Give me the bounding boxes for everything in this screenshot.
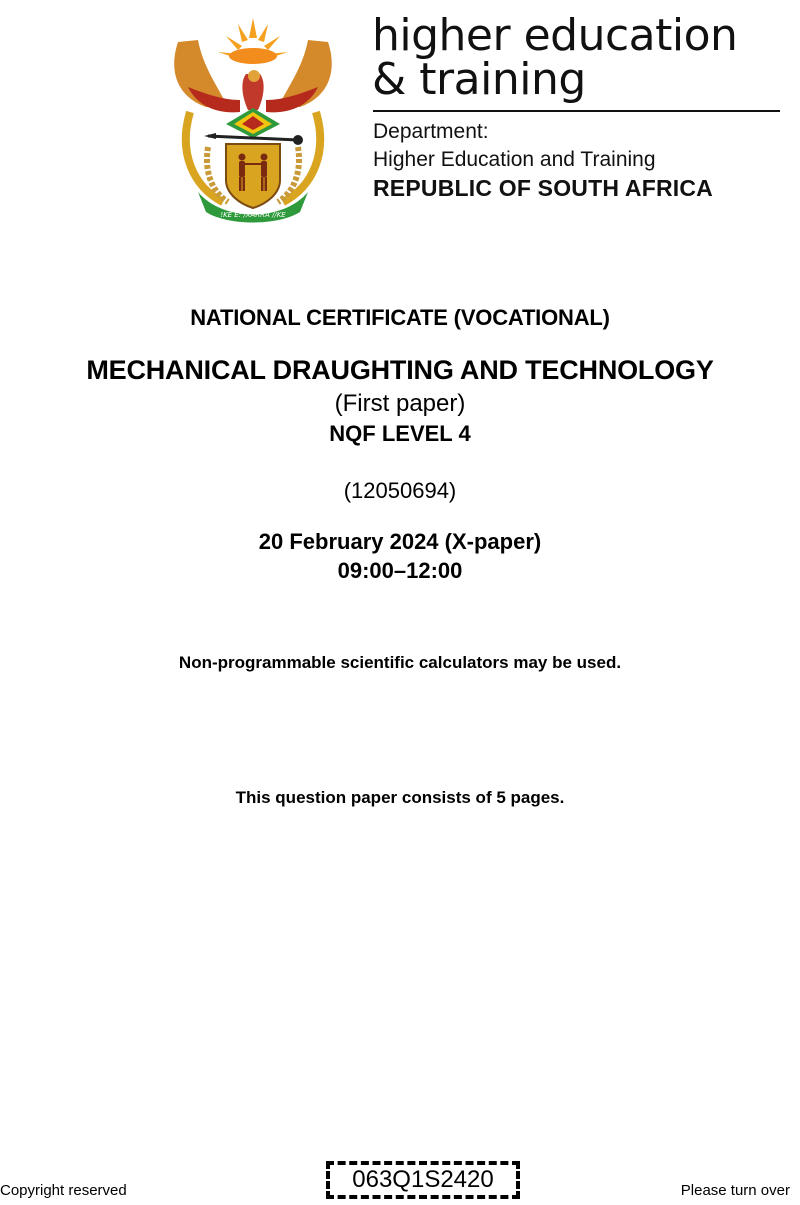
exam-time: 09:00–12:00	[337, 558, 463, 583]
country-name: REPUBLIC OF SOUTH AFRICA	[373, 175, 713, 201]
svg-text:!KE E: /XARRA //KE: !KE E: /XARRA //KE	[220, 211, 286, 219]
brand-title-line1: higher education	[372, 10, 738, 61]
calculator-instruction: Non-programmable scientific calculators may be used.	[178, 653, 622, 672]
header-divider	[373, 110, 780, 112]
paper-code: 063Q1S2420	[352, 1166, 494, 1193]
nqf-level: NQF LEVEL 4	[329, 421, 471, 446]
paper-number: (First paper)	[334, 390, 466, 417]
coat-of-arms-logo	[168, 12, 338, 224]
department-label: Department:	[373, 120, 489, 143]
subject-code: (12050694)	[343, 478, 457, 503]
brand-title-line2: & training	[372, 54, 586, 105]
turn-over-note: Please turn over	[680, 1182, 790, 1199]
department-name: Higher Education and Training	[373, 148, 656, 171]
exam-date: 20 February 2024 (X-paper)	[258, 529, 542, 554]
subject-title: MECHANICAL DRAUGHTING AND TECHNOLOGY	[86, 355, 714, 385]
paper-code-box	[326, 1161, 520, 1199]
page-count-note: This question paper consists of 5 pages.	[235, 788, 565, 807]
copyright-notice: Copyright reserved	[0, 1182, 127, 1199]
certificate-title: NATIONAL CERTIFICATE (VOCATIONAL)	[190, 305, 610, 330]
